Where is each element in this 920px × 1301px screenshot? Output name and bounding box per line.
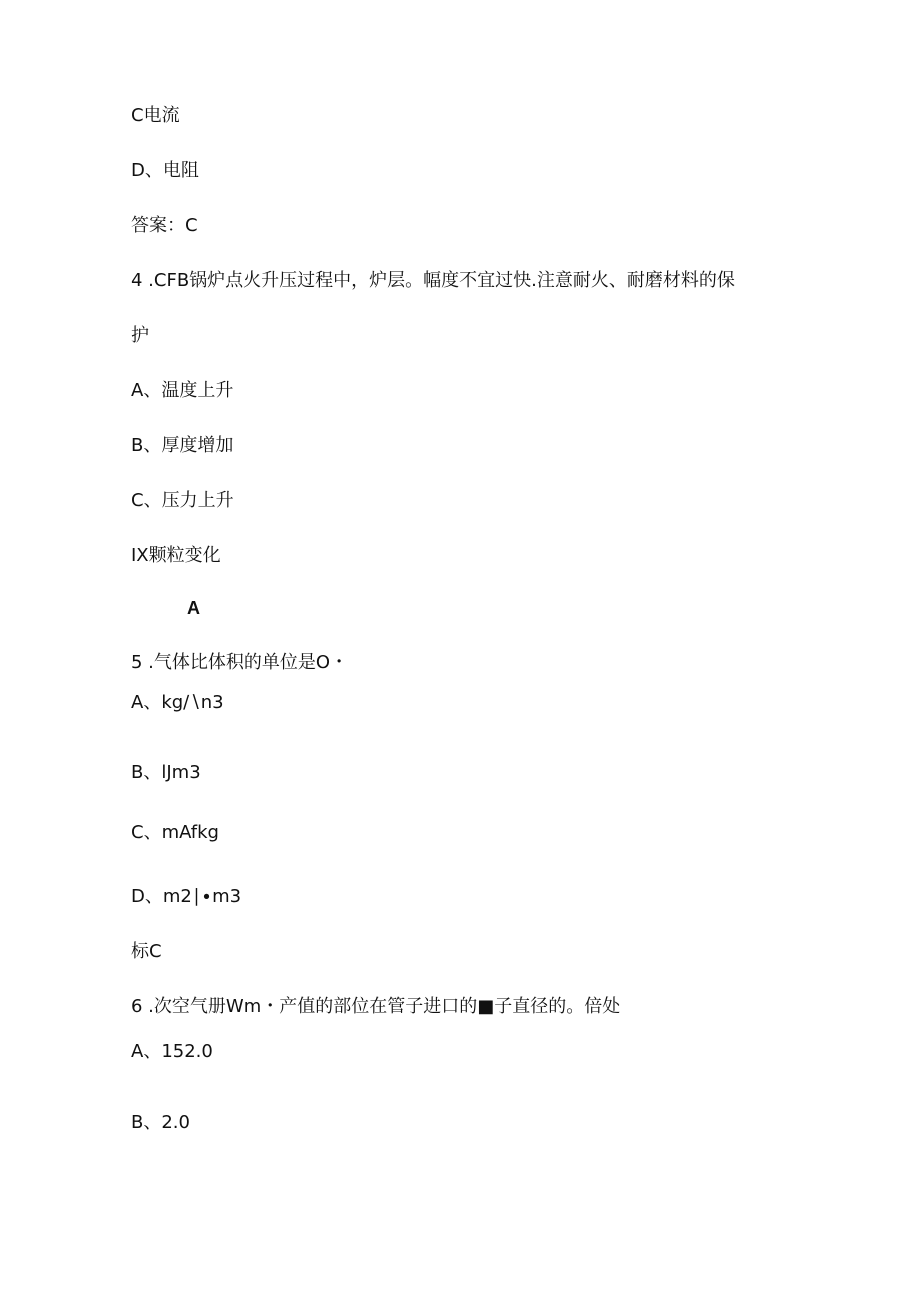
q6-option-b: B、2.0 bbox=[131, 1112, 190, 1133]
q4-answer: A bbox=[187, 598, 200, 618]
question-4-text: 4 .CFB锅炉点火升压过程中，炉层。幅度不宜过快.注意耐火、耐磨材料的保 bbox=[131, 270, 735, 291]
q6-option-a: A、152.0 bbox=[131, 1041, 213, 1062]
q5-option-c: C、mAfkg bbox=[131, 822, 219, 843]
q4-option-a: A、温度上升 bbox=[131, 380, 234, 401]
question-4-continuation: 护 bbox=[131, 325, 149, 346]
q4-option-d: IX颗粒变化 bbox=[131, 545, 221, 566]
q5-option-b: B、lJm3 bbox=[131, 762, 201, 783]
question-5-text: 5 .气体比体积的单位是O・ bbox=[131, 652, 349, 673]
option-d-resistance: D、电阻 bbox=[131, 160, 199, 181]
q4-option-c: C、压力上升 bbox=[131, 490, 234, 511]
q5-answer: 标C bbox=[131, 941, 162, 962]
answer-line: 答案：C bbox=[131, 215, 198, 236]
q5-option-a: A、kg∕∖n3 bbox=[131, 692, 224, 713]
question-6-text: 6 .次空气册Wm・产值的部位在管子进口的■子直径的。倍处 bbox=[131, 996, 621, 1017]
q5-option-d: D、m2∣∙m3 bbox=[131, 886, 242, 907]
q4-option-b: B、厚度增加 bbox=[131, 435, 234, 456]
option-c-current: C电流 bbox=[131, 105, 180, 126]
